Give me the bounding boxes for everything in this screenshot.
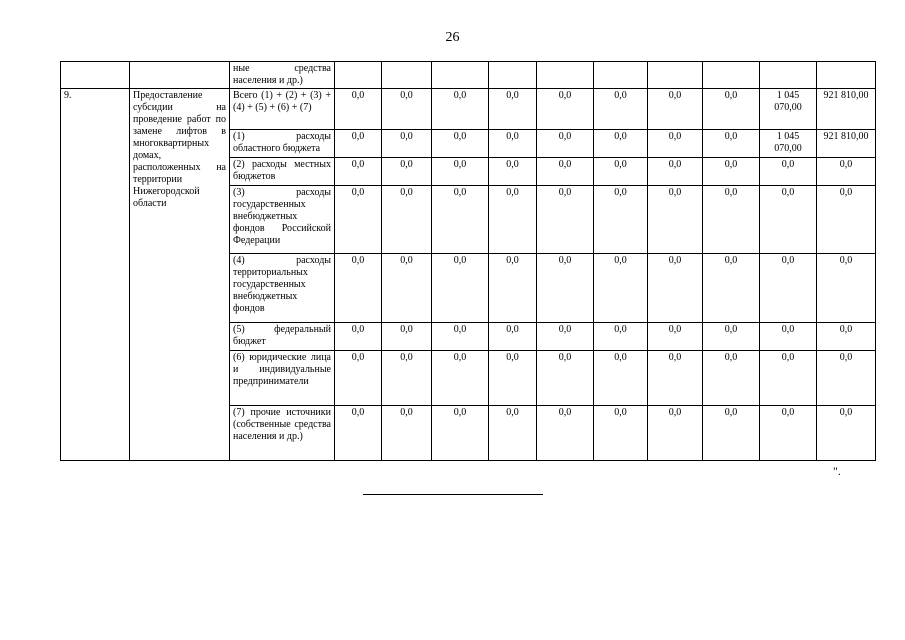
value-cell: 0,0 bbox=[382, 254, 432, 323]
value-cell: 0,0 bbox=[703, 406, 760, 461]
value-cell: 0,0 bbox=[382, 406, 432, 461]
value-cell: 0,0 bbox=[335, 254, 382, 323]
value-cell: 0,0 bbox=[382, 186, 432, 254]
source-cell: (2) расходы местных бюджетов bbox=[230, 158, 335, 186]
value-cell: 0,0 bbox=[432, 351, 489, 406]
value-cell: 0,0 bbox=[432, 323, 489, 351]
value-cell: 0,0 bbox=[489, 158, 537, 186]
value-cell: 0,0 bbox=[335, 186, 382, 254]
value-cell: 0,0 bbox=[537, 406, 594, 461]
financing-table bbox=[60, 61, 876, 461]
value-cell: 0,0 bbox=[703, 89, 760, 130]
value-cell: 921 810,00 bbox=[817, 130, 876, 158]
value-cell: 0,0 bbox=[335, 351, 382, 406]
value-cell: 0,0 bbox=[703, 186, 760, 254]
value-cell: 0,0 bbox=[489, 323, 537, 351]
source-cell: (3) расходы государственных внебюджетных фондов Российской Федерации bbox=[230, 186, 335, 254]
source-cell: (4) расходы территориальных государственных внебюджетных фондов bbox=[230, 254, 335, 323]
value-cell: 0,0 bbox=[489, 351, 537, 406]
value-cell: 0,0 bbox=[537, 130, 594, 158]
value-cell: 0,0 bbox=[648, 130, 703, 158]
value-cell: 0,0 bbox=[760, 406, 817, 461]
value-cell: 0,0 bbox=[760, 351, 817, 406]
value-cell: 0,0 bbox=[489, 186, 537, 254]
value-cell: 0,0 bbox=[335, 406, 382, 461]
value-cell: 0,0 bbox=[648, 186, 703, 254]
value-cell: 0,0 bbox=[703, 130, 760, 158]
value-cell: 0,0 bbox=[594, 351, 648, 406]
value-cell: 0,0 bbox=[817, 254, 876, 323]
value-cell: 0,0 bbox=[703, 158, 760, 186]
value-cell: 0,0 bbox=[760, 186, 817, 254]
value-cell: 0,0 bbox=[489, 130, 537, 158]
value-cell: 0,0 bbox=[760, 254, 817, 323]
value-cell: 0,0 bbox=[537, 254, 594, 323]
value-cell: 0,0 bbox=[648, 351, 703, 406]
value-cell: 0,0 bbox=[703, 254, 760, 323]
value-cell: 0,0 bbox=[382, 323, 432, 351]
source-cell: ные средства населения и др.) bbox=[230, 62, 335, 89]
value-cell: 0,0 bbox=[537, 351, 594, 406]
program-name: Предоставление субсидии на проведение работ по замене лифтов в многоквартирных домах, расположенных на территории Нижегородской области bbox=[130, 89, 230, 461]
value-cell: 0,0 bbox=[489, 254, 537, 323]
value-cell: 1 045 070,00 bbox=[760, 89, 817, 130]
source-cell: (7) прочие источники (собственные средства населения и др.) bbox=[230, 406, 335, 461]
value-cell: 0,0 bbox=[382, 158, 432, 186]
value-cell: 0,0 bbox=[537, 323, 594, 351]
continued-row bbox=[61, 62, 876, 89]
value-cell: 1 045 070,00 bbox=[760, 130, 817, 158]
value-cell: 0,0 bbox=[817, 323, 876, 351]
value-cell: 0,0 bbox=[489, 89, 537, 130]
value-cell: 0,0 bbox=[594, 158, 648, 186]
value-cell: 0,0 bbox=[817, 186, 876, 254]
value-cell: 0,0 bbox=[594, 130, 648, 158]
value-cell: 0,0 bbox=[489, 406, 537, 461]
end-separator-line bbox=[363, 494, 543, 495]
value-cell: 0,0 bbox=[382, 130, 432, 158]
table-row bbox=[61, 89, 876, 130]
value-cell: 0,0 bbox=[537, 158, 594, 186]
value-cell: 0,0 bbox=[760, 158, 817, 186]
value-cell: 0,0 bbox=[537, 186, 594, 254]
value-cell: 0,0 bbox=[432, 130, 489, 158]
value-cell: 0,0 bbox=[335, 323, 382, 351]
value-cell: 0,0 bbox=[703, 323, 760, 351]
value-cell: 0,0 bbox=[594, 323, 648, 351]
value-cell: 0,0 bbox=[594, 89, 648, 130]
value-cell: 0,0 bbox=[594, 254, 648, 323]
source-cell: Всего (1) + (2) + (3) + (4) + (5) + (6) + (7) bbox=[230, 89, 335, 130]
value-cell: 0,0 bbox=[335, 130, 382, 158]
value-cell: 0,0 bbox=[648, 158, 703, 186]
value-cell: 0,0 bbox=[335, 158, 382, 186]
program-number: 9. bbox=[61, 89, 130, 461]
value-cell: 0,0 bbox=[432, 89, 489, 130]
value-cell: 0,0 bbox=[432, 158, 489, 186]
source-cell: (1) расходы областного бюджета bbox=[230, 130, 335, 158]
source-cell: (5) федеральный бюджет bbox=[230, 323, 335, 351]
value-cell: 0,0 bbox=[760, 323, 817, 351]
source-cell: (6) юридические лица и индивидуальные предприниматели bbox=[230, 351, 335, 406]
value-cell: 0,0 bbox=[703, 351, 760, 406]
value-cell: 0,0 bbox=[432, 254, 489, 323]
value-cell: 0,0 bbox=[648, 254, 703, 323]
value-cell: 0,0 bbox=[594, 186, 648, 254]
value-cell: 0,0 bbox=[382, 89, 432, 130]
value-cell: 0,0 bbox=[648, 406, 703, 461]
page-number: 26 bbox=[445, 30, 460, 45]
value-cell: 0,0 bbox=[537, 89, 594, 130]
closing-quote: ". bbox=[833, 464, 841, 478]
value-cell: 0,0 bbox=[594, 406, 648, 461]
value-cell: 0,0 bbox=[817, 158, 876, 186]
value-cell: 0,0 bbox=[648, 89, 703, 130]
value-cell: 0,0 bbox=[382, 351, 432, 406]
value-cell: 0,0 bbox=[432, 406, 489, 461]
value-cell: 921 810,00 bbox=[817, 89, 876, 130]
value-cell: 0,0 bbox=[817, 351, 876, 406]
value-cell: 0,0 bbox=[648, 323, 703, 351]
value-cell: 0,0 bbox=[817, 406, 876, 461]
value-cell: 0,0 bbox=[335, 89, 382, 130]
value-cell: 0,0 bbox=[432, 186, 489, 254]
